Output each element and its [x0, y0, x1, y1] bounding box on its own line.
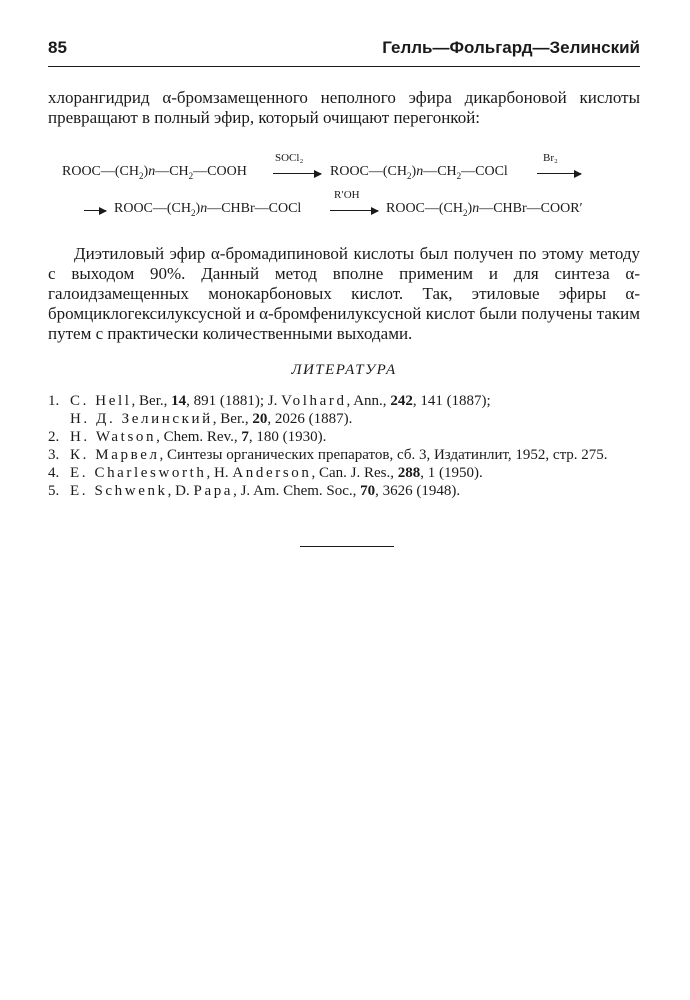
- formula-bromo-ester: $ROOC—(CH_2)n—CHBr—COOR'$: [386, 201, 583, 218]
- end-divider: [300, 546, 394, 547]
- reagent-br2: Br₂: [543, 152, 558, 164]
- reference-item: 1. C. Hell, Ber., 14, 891 (1881); J. Volhard, Ann., 242, 141 (1887); Н. Д. Зелинский, Ber., 20, 2026 (1887).: [48, 393, 491, 427]
- page-number: 85: [48, 38, 67, 57]
- reference-item: 5. E. Schwenk, D. Papa, J. Am. Chem. Soc., 70, 3626 (1948).: [48, 483, 461, 499]
- header-divider: [48, 66, 640, 67]
- formula-acid-chloride: $ROOC—(CH_2)n—CH_2—COCl$: [330, 164, 508, 181]
- reaction-arrow-3: [84, 210, 106, 211]
- body-paragraph: Диэтиловый эфир α-бромадипиновой кислоты был получен по этому методу с выходом 90%. Данный метод вполне применим и для синтеза α-галоидзамещенных монокарбоновых кислот. Так, этиловые эфиры α-бромциклогексилуксусной и α-бромфенилуксусной кислот были получены таким путем с практически количественными выходами.: [48, 244, 640, 343]
- references-heading: ЛИТЕРАТУРА: [291, 362, 397, 378]
- running-title: Гелль—Фольгард—Зелинский: [382, 38, 640, 57]
- page-header: [48, 38, 640, 62]
- reagent-socl2: SOCl₂: [275, 152, 304, 164]
- reference-item: 3. К. Марвел, Синтезы органических препаратов, сб. 3, Издатинлит, 1952, стр. 275.: [48, 447, 608, 463]
- reaction-arrow-1: [273, 173, 321, 174]
- reference-item: 2. H. Watson, Chem. Rev., 7, 180 (1930).: [48, 429, 327, 445]
- intro-paragraph: хлорангидрид α-бромзамещенного неполного эфира дикарбоновой кислоты превращают в полный эфир, который очищают перегонкой:: [48, 88, 640, 127]
- reference-list: [48, 392, 640, 500]
- formula-bromo-acid-chloride: $ROOC—(CH_2)n—CHBr—COCl$: [114, 201, 302, 218]
- reaction-arrow-2: [537, 173, 581, 174]
- formula-acid: $ROOC—(CH_2)n—CH_2—COOH$: [62, 164, 247, 181]
- reference-item: 4. E. Charlesworth, H. Anderson, Can. J. Res., 288, 1 (1950).: [48, 465, 483, 481]
- reagent-alcohol: R′OH: [334, 189, 360, 201]
- reaction-arrow-4: [330, 210, 378, 211]
